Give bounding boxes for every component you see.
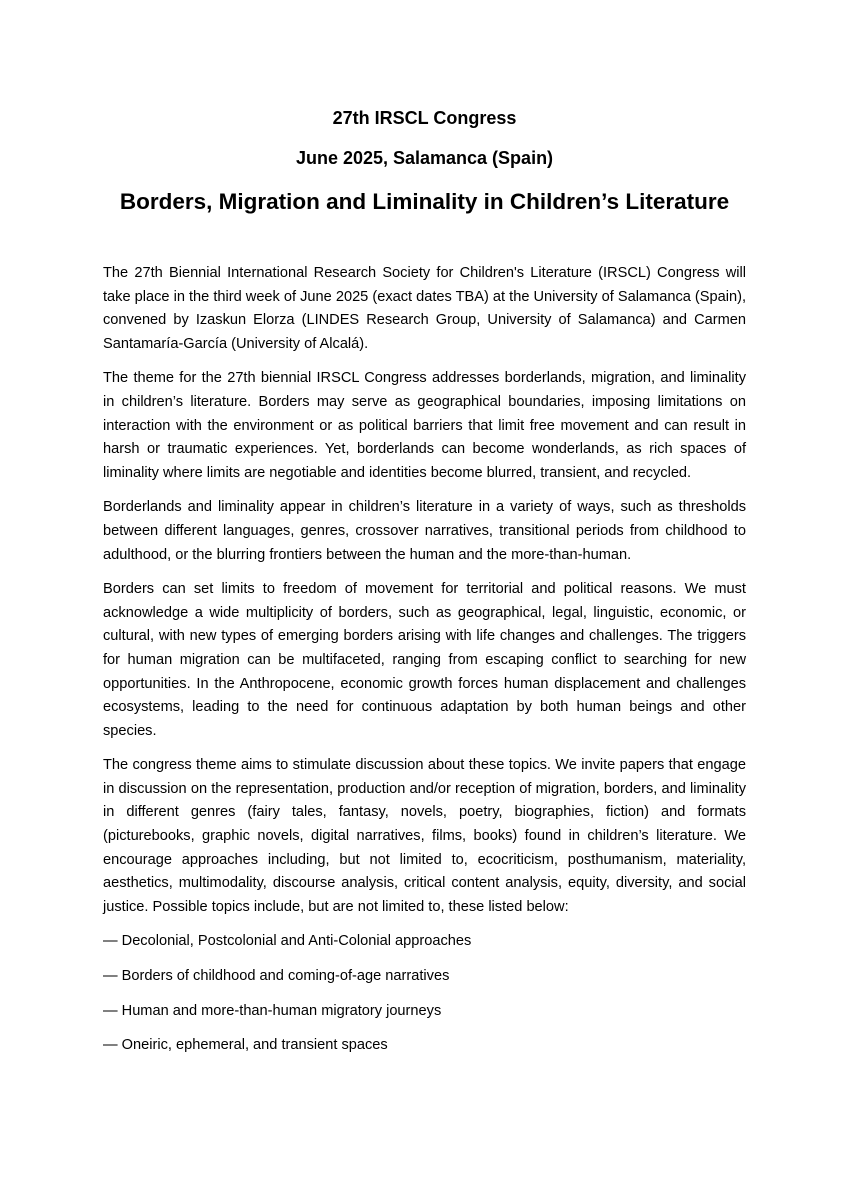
topic-item: — Borders of childhood and coming-of-age narratives	[103, 968, 450, 985]
theme-paragraph: The theme for the 27th biennial IRSCL Congress addresses borderlands, migration, and liminality in children’s literature. Borders may serve as geographical boundaries, imposing limitations on interaction with the environment or as political barriers that limit free movement and can result in harsh or traumatic experiences. Yet, borderlands can become wonderlands, as rich spaces of liminality where limits are negotiable and identities become blurred, transient, and recycled.	[103, 370, 746, 481]
congress-name: 27th IRSCL Congress	[332, 108, 517, 128]
document-body	[103, 262, 746, 1069]
borderlands-paragraph: Borderlands and liminality appear in children’s literature in a variety of ways, such as thresholds between different languages, genres, crossover narratives, transitional periods from childhood to adulthood, or the blurring frontiers between the human and the more-than-human.	[103, 499, 746, 563]
topic-item: — Decolonial, Postcolonial and Anti-Colonial approaches	[103, 933, 472, 950]
call-for-papers-paragraph: The congress theme aims to stimulate discussion about these topics. We invite papers that engage in discussion on the representation, production and/or reception of migration, borders, and liminality in different genres (fairy tales, fantasy, novels, poetry, biographies, fiction) and formats (picturebooks, graphic novels, digital narratives, films, books) found in children’s literature. We encourage approaches including, but not limited to, ecocriticism, posthumanism, materiality, aesthetics, multimodality, discourse analysis, critical content analysis, equity, diversity, and social justice. Possible topics include, but are not limited to, these listed below:	[103, 757, 746, 915]
congress-theme-title: Borders, Migration and Liminality in Children’s Literature	[119, 189, 730, 214]
topic-list	[103, 930, 746, 1057]
topic-item: — Oneiric, ephemeral, and transient spaces	[103, 1037, 388, 1054]
borders-paragraph: Borders can set limits to freedom of movement for territorial and political reasons. We must acknowledge a wide multiplicity of borders, such as geographical, legal, linguistic, economic, or cultural, with new types of emerging borders arising with life changes and challenges. The triggers for human migration can be multifaceted, ranging from escaping conflict to searching for new opportunities. In the Anthropocene, economic growth forces human displacement and challenges ecosystems, leading to the need for continuous adaptation by both human beings and other species.	[103, 581, 746, 739]
topic-item: — Human and more-than-human migratory journeys	[103, 1002, 442, 1019]
intro-paragraph: The 27th Biennial International Research Society for Children's Literature (IRSCL) Congress will take place in the third week of June 2025 (exact dates TBA) at the University of Salamanca (Spain), convened by Izaskun Elorza (LINDES Research Group, University of Salamanca) and Carmen Santamaría-García (University of Alcalá).	[103, 265, 747, 352]
congress-date-location: June 2025, Salamanca (Spain)	[295, 148, 554, 168]
